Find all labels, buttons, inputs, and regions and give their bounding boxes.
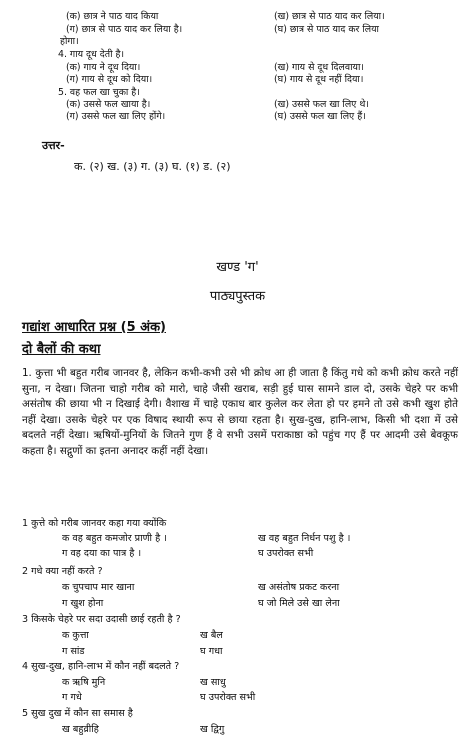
question-3-option-a: क कुत्ता bbox=[62, 630, 89, 641]
q4-option-a: (क) गाय ने दूध दिया। bbox=[66, 62, 141, 73]
question-4-option-d: घ उपरोक्त सभी bbox=[200, 692, 256, 703]
gadyansh-heading: गद्यांश आधारित प्रश्न (5 अंक) bbox=[22, 320, 166, 335]
passage-text: 1. कुत्ता भी बहुत गरीब जानवर है, लेकिन कभी-कभी उसे भी क्रोध आ ही जाता है किंतु गधे को कभी क्रोध करते नहीं सुना, न देखा। जितना चाहो गरीब को मारो, चाहे जैसी खराब, सड़ी हुई घास सामने डाल दो, उसके चेहरे पर कभी असंतोष की छाया भी न दिखाई देगी। वैशाख में चाहे एकाध बार कुलेल कर लेता हो पर हमने तो उसे कभी खुश होते नहीं देखा। उसके चेहरे पर एक विषाद स्थायी रूप से छाया रहता है। सुख-दुख, हानि-लाभ, किसी भी दशा में उसे बदलते नहीं देखा। ऋषियों-मुनियों के जितने गुण हैं वे सभी उसमें पराकाष्ठा को पहुंच गए हैं पर आदमी उसे बेवकूफ कहता है। सद्गुणों का इतना अनादर कहीं नहीं देखा। bbox=[22, 367, 458, 457]
question-5-option-b-2: ख द्विगु bbox=[200, 724, 225, 735]
question-5-option-b: ख बहुव्रीहि bbox=[62, 724, 99, 735]
question-2-option-d: घ जो मिले उसे खा लेना bbox=[258, 598, 340, 609]
question-1-option-c: ग वह दया का पात्र है । bbox=[62, 548, 142, 559]
q4-option-b: (ख) गाय से दूध दिलवाया। bbox=[274, 62, 364, 73]
question-2-option-a: क चुपचाप मार खाना bbox=[62, 582, 135, 593]
answers-label: उत्तर- bbox=[42, 139, 65, 152]
q3-option-c: (ग) छात्र से पाठ याद कर लिया है। bbox=[66, 24, 183, 35]
q3-option-d-continued: होगा। bbox=[60, 36, 79, 47]
q5-option-c: (ग) उससे फल खा लिए होंगे। bbox=[66, 111, 166, 122]
question-4: 4 सुख-दुख, हानि-लाभ में कौन नहीं बदलते ? bbox=[22, 661, 180, 672]
question-1: 1 कुत्ते को गरीब जानवर कहा गया क्योंकि bbox=[22, 518, 167, 529]
question-5: 5 सुख दुख में कौन सा समास है bbox=[22, 708, 133, 719]
lesson-title: दो बैलों की कथा bbox=[22, 342, 101, 357]
q5-option-b: (ख) उससे फल खा लिए थे। bbox=[274, 99, 369, 110]
question-3-option-b: ख बैल bbox=[200, 630, 223, 641]
question-1-option-b: ख वह बहुत निर्धन पशु है । bbox=[258, 533, 351, 544]
question-4-option-b: ख साधु bbox=[200, 677, 226, 688]
question-1-option-d: घ उपरोक्त सभी bbox=[258, 548, 314, 559]
question-2: 2 गधे क्या नहीं करते ? bbox=[22, 566, 103, 577]
q4-stem: 4. गाय दूध देती है। bbox=[58, 49, 125, 60]
q5-option-d: (घ) उससे फल खा लिए हैं। bbox=[274, 111, 366, 122]
q3-option-a: (क) छात्र ने पाठ याद किया bbox=[66, 11, 159, 22]
section-title: खण्ड 'ग' bbox=[216, 260, 259, 275]
q4-option-d: (घ) गाय से दूध नहीं दिया। bbox=[274, 74, 364, 85]
question-4-option-a: क ऋषि मुनि bbox=[62, 677, 106, 688]
q3-option-d: (घ) छात्र से पाठ याद कर लिया bbox=[274, 24, 379, 35]
question-4-option-c: ग गधे bbox=[62, 692, 82, 703]
q5-stem: 5. वह फल खा चुका है। bbox=[58, 87, 140, 98]
question-1-option-a: क वह बहुत कमजोर प्राणी है । bbox=[62, 533, 167, 544]
question-3-option-c: ग सांड bbox=[62, 646, 85, 657]
q5-option-a: (क) उससे फल खाया है। bbox=[66, 99, 151, 110]
question-2-option-c: ग खुश होना bbox=[62, 598, 104, 609]
answers-text: क. (२) ख. (३) ग. (३) घ. (१) ड. (२) bbox=[74, 160, 231, 173]
question-3: 3 किसके चेहरे पर सदा उदासी छाई रहती है ? bbox=[22, 614, 181, 625]
q3-option-b: (ख) छात्र से पाठ याद कर लिया। bbox=[274, 11, 385, 22]
section-subtitle: पाठ्यपुस्तक bbox=[209, 289, 266, 304]
question-3-option-d: घ गधा bbox=[200, 646, 223, 657]
question-2-option-b: ख असंतोष प्रकट करना bbox=[258, 582, 340, 593]
q4-option-c: (ग) गाय से दूध को दिया। bbox=[66, 74, 153, 85]
